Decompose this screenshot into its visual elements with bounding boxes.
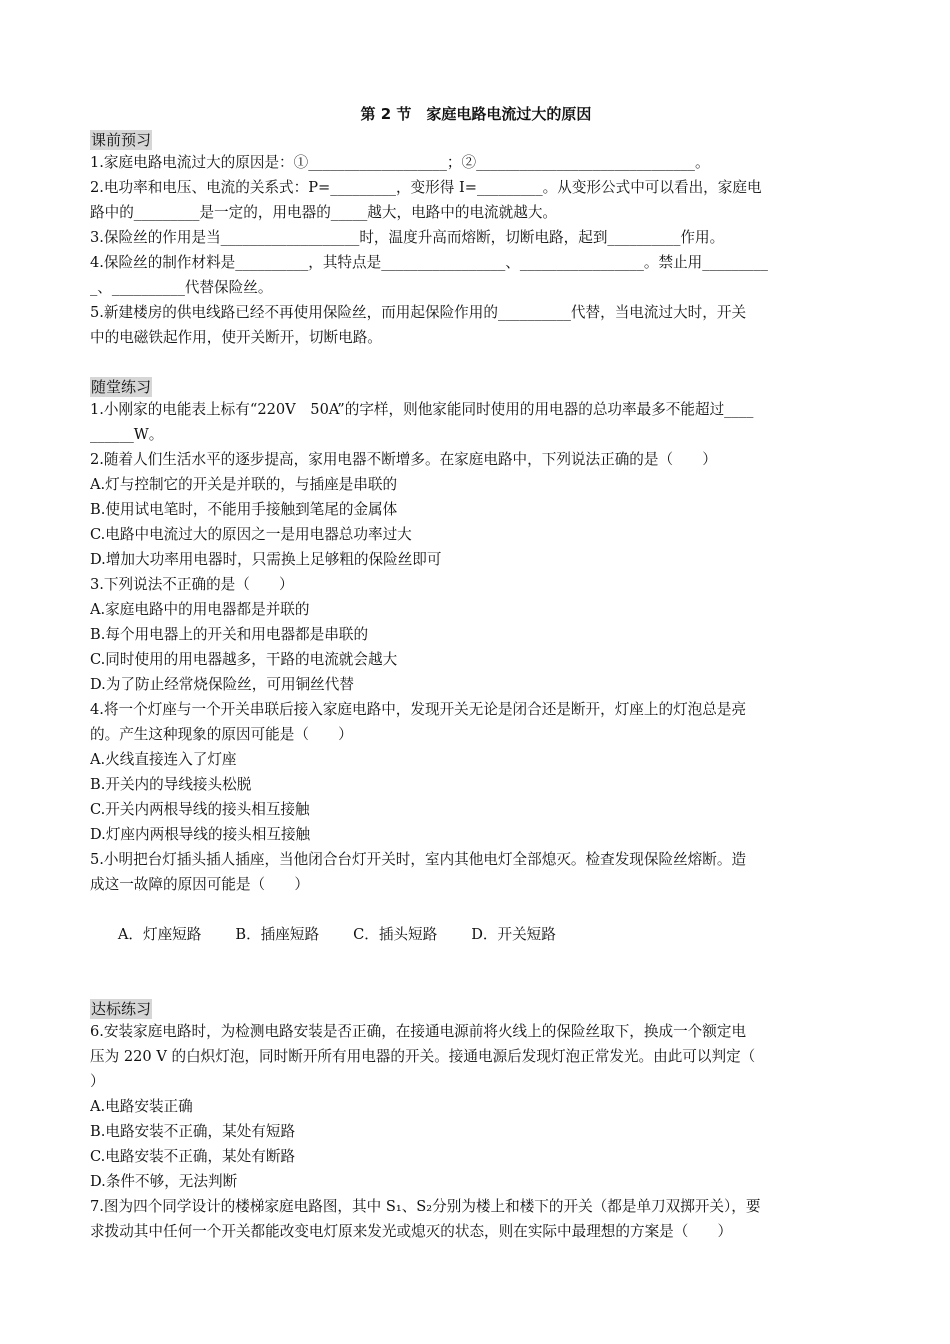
- question-5-options: [90, 897, 862, 972]
- document-page: [90, 100, 862, 1244]
- text-line: 4.保险丝的制作材料是__________，其特点是_________________、_________________。禁止用_________: [90, 254, 768, 271]
- option-c: C.电路安装不正确，某处有断路: [90, 1148, 296, 1165]
- text-line: 压为 220 V 的白炽灯泡，同时断开所有用电器的开关。接通电源后发现灯泡正常发光。由此可以判定（: [90, 1048, 756, 1065]
- question-7: 7.图为四个同学设计的楼梯家庭电路图，其中 S₁、S₂分别为楼上和楼下的开关（都是单刀双掷开关），要: [90, 1198, 761, 1215]
- option-d: D.条件不够，无法判断: [90, 1173, 238, 1190]
- in-class-block: [90, 397, 862, 972]
- question-5: 5.小明把台灯插头插人插座，当他闭合台灯开关时，室内其他电灯全部熄灭。检查发现保险丝熔断。造: [90, 851, 747, 868]
- question-4: 4.将一个灯座与一个开关串联后接入家庭电路中，发现开关无论是闭合还是断开，灯座上的灯泡总是亮: [90, 701, 747, 718]
- pre-study-block: [90, 150, 862, 350]
- text-line: 1.小刚家的电能表上标有“220V 50A”的字样，则他家能同时使用的用电器的总功率最多不能超过____: [90, 401, 754, 418]
- option-b: B.使用试电笔时，不能用手接触到笔尾的金属体: [90, 501, 398, 518]
- section-heading-pre-study: 课前预习: [91, 131, 152, 149]
- option-b: B.电路安装不正确，某处有短路: [90, 1123, 296, 1140]
- text-line: 2.电功率和电压、电流的关系式：P=_________，变形得 I=_________。从变形公式中可以看出，家庭电: [90, 179, 762, 196]
- page-title: 第 2 节 家庭电路电流过大的原因: [360, 105, 592, 123]
- text-line: 1.家庭电路电流过大的原因是：①___________________；②______________________________。: [90, 154, 710, 171]
- question-2: 2.随着人们生活水平的逐步提高，家用电器不断增多。在家庭电路中，下列说法正确的是（ ）: [90, 451, 717, 468]
- text-line: 成这一故障的原因可能是（ ）: [90, 876, 309, 893]
- option-c: C.电路中电流过大的原因之一是用电器总功率过大: [90, 526, 412, 543]
- section-heading-in-class: 随堂练习: [91, 378, 152, 396]
- option-d: D.为了防止经常烧保险丝，可用铜丝代替: [90, 676, 354, 693]
- text-line: 5.新建楼房的供电线路已经不再使用保险丝，而用起保险作用的__________代替，当电流过大时，开关: [90, 304, 747, 321]
- question-3: 3.下列说法不正确的是（ ）: [90, 576, 294, 593]
- text-line: 中的电磁铁起作用，使开关断开，切断电路。: [90, 329, 382, 346]
- option-a: A.火线直接连入了灯座: [90, 751, 237, 768]
- target-practice-block: [90, 1019, 862, 1244]
- option-a: A.灯与控制它的开关是并联的，与插座是串联的: [90, 476, 398, 493]
- option-b: B.每个用电器上的开关和用电器都是串联的: [90, 626, 369, 643]
- option-c: C.同时使用的用电器越多，干路的电流就会越大: [90, 651, 398, 668]
- option-d: D．开关短路: [471, 926, 556, 943]
- text-line: ）: [90, 1073, 105, 1090]
- option-a: A.家庭电路中的用电器都是并联的: [90, 601, 310, 618]
- option-a: A.电路安装正确: [90, 1098, 193, 1115]
- option-b: B．插座短路: [235, 926, 320, 943]
- option-d: D.增加大功率用电器时，只需换上足够粗的保险丝即可: [90, 551, 442, 568]
- option-d: D.灯座内两根导线的接头相互接触: [90, 826, 311, 843]
- text-line: ______W。: [90, 426, 164, 443]
- option-c: C．插头短路: [353, 926, 438, 943]
- question-6: 6.安装家庭电路时，为检测电路安装是否正确，在接通电源前将火线上的保险丝取下，换成一个额定电: [90, 1023, 747, 1040]
- option-a: A．灯座短路: [117, 926, 202, 943]
- option-c: C.开关内两根导线的接头相互接触: [90, 801, 310, 818]
- text-line: _、__________代替保险丝。: [90, 279, 273, 296]
- text-line: 的。产生这种现象的原因可能是（ ）: [90, 726, 353, 743]
- section-heading-target-practice: 达标练习: [91, 1000, 152, 1018]
- option-b: B.开关内的导线接头松脱: [90, 776, 252, 793]
- text-line: 3.保险丝的作用是当___________________时，温度升高而熔断，切断电路，起到__________作用。: [90, 229, 725, 246]
- text-line: 求拨动其中任何一个开关都能改变电灯原来发光或熄灭的状态，则在实际中最理想的方案是（ ）: [90, 1223, 733, 1240]
- text-line: 路中的_________是一定的，用电器的_____越大，电路中的电流就越大。: [90, 204, 558, 221]
